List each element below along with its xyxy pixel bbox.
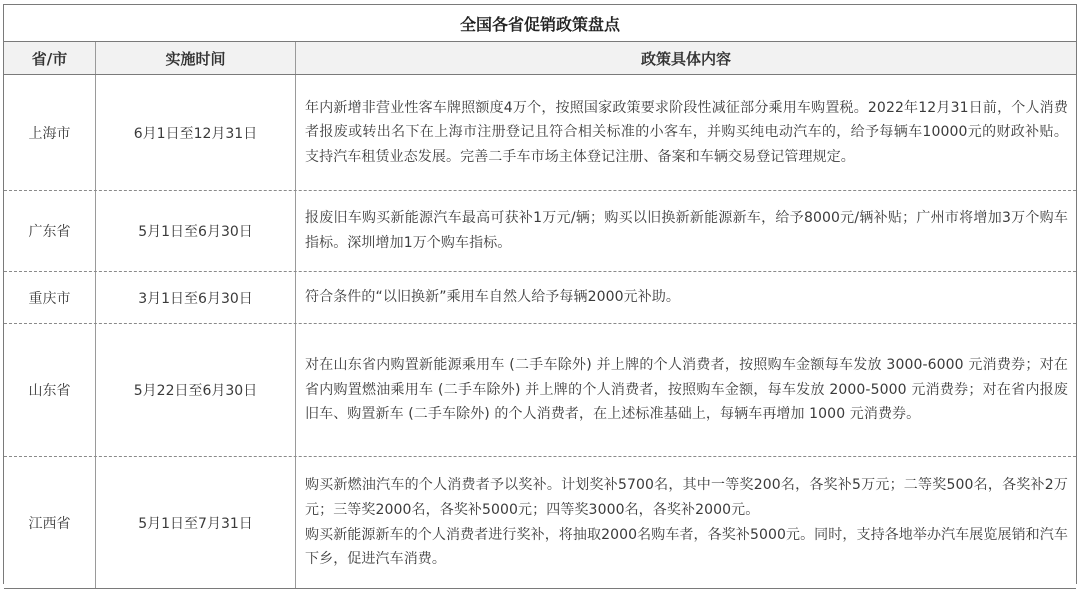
province-cell: 山东省 [4, 324, 96, 456]
table-row [4, 75, 1076, 191]
policy-text: 购买新燃油汽车的个人消费者予以奖补。计划奖补5700名，其中一等奖200名，各奖补5万元；二等奖500名，各奖补2万元；三等奖2000名，各奖补5000元；四等奖3000名，各奖补2000元。 [305, 477, 1068, 518]
policy-text: 符合条件的“以旧换新”乘用车自然人给予每辆2000元补助。 [305, 289, 681, 306]
province-cell: 江西省 [4, 457, 96, 588]
policy-text: 购买新能源新车的个人消费者进行奖补，将抽取2000名购车者，各奖补5000元。同时，支持各地举办汽车展览展销和汽车下乡，促进汽车消费。 [305, 526, 1068, 568]
content-cell [296, 191, 1076, 271]
province-cell: 上海市 [4, 75, 96, 190]
period-cell: 5月22日至6月30日 [96, 324, 296, 456]
content-cell [296, 272, 1076, 323]
table-title: 全国各省促销政策盘点 [4, 5, 1076, 42]
table-row [4, 191, 1076, 272]
header-period: 实施时间 [96, 42, 296, 74]
content-cell [296, 457, 1076, 588]
header-content: 政策具体内容 [640, 49, 731, 68]
province-cell: 广东省 [4, 191, 96, 271]
table-row [4, 272, 1076, 324]
table-header-row [4, 42, 1076, 75]
policy-text: 报废旧车购买新能源汽车最高可获补1万元/辆；购买以旧换新新能源新车，给予8000元/辆补贴；广州市将增加3万个购车指标。深圳增加1万个购车指标。 [305, 210, 1068, 251]
province-cell: 重庆市 [4, 272, 96, 323]
content-cell [296, 75, 1076, 190]
period-cell: 5月1日至6月30日 [96, 191, 296, 271]
table-row [4, 324, 1076, 457]
period-cell: 6月1日至12月31日 [96, 75, 296, 190]
policy-table [3, 4, 1077, 584]
period-cell: 5月1日至7月31日 [96, 457, 296, 588]
policy-text: 对在山东省内购置新能源乘用车 (二手车除外) 并上牌的个人消费者，按照购车金额每车发放 3000-6000 元消费券；对在省内购置燃油乘用车 (二手车除外) 并上牌的个人消费者，按照购车金额，每车发放 2000-5000 元消费券；对在省内报废旧车、购置新车 (二手车除外) 的个人消费者，在上述标准基础上，每辆车再增加 1000 元消费券。 [305, 357, 1068, 423]
header-province: 省/市 [4, 42, 96, 74]
policy-text: 年内新增非营业性客车牌照额度4万个，按照国家政策要求阶段性减征部分乘用车购置税。2022年12月31日前，个人消费者报废或转出名下在上海市注册登记且符合相关标准的小客车，并购买纯电动汽车的，给予每辆车10000元的财政补贴。支持汽车租赁业态发展。完善二手车市场主体登记注册、备案和车辆交易登记管理规定。 [305, 99, 1068, 165]
table-row [4, 457, 1076, 589]
period-cell: 3月1日至6月30日 [96, 272, 296, 323]
content-cell [296, 324, 1076, 456]
